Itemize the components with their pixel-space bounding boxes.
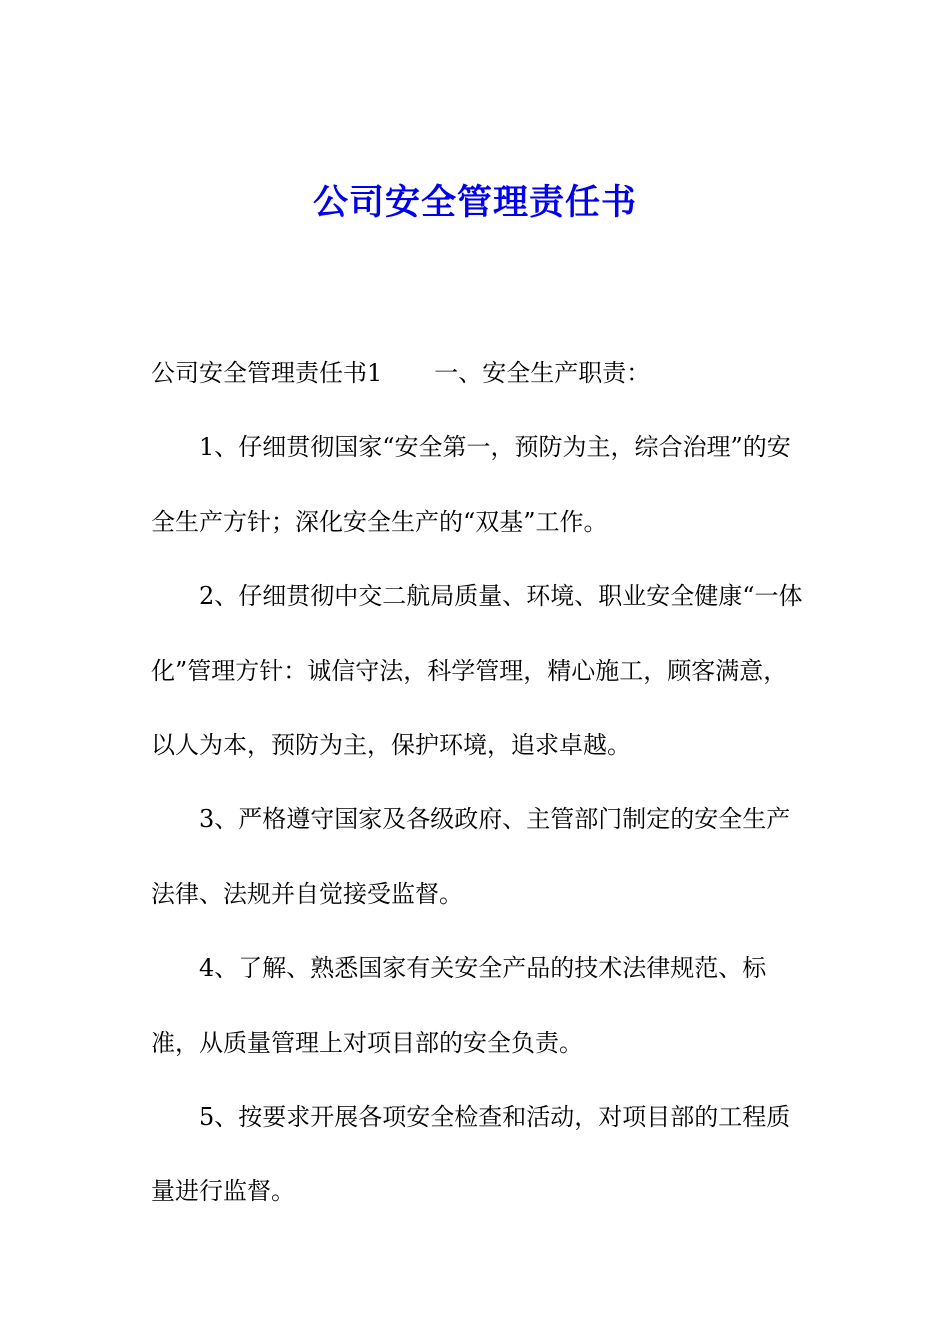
document-title: 公司安全管理责任书: [312, 182, 637, 223]
paragraph-5: 5、按要求开展各项安全检查和活动，对项目部的工程质量进行监督。: [151, 1103, 791, 1206]
paragraph-4: 4、了解、熟悉国家有关安全产品的技术法律规范、标准，从质量管理上对项目部的安全负责。: [151, 954, 767, 1057]
section-heading: 一、安全生产职责：: [434, 359, 651, 387]
intro-line: [151, 336, 803, 410]
paragraph-2: 2、仔细贯彻中交二航局质量、环境、职业安全健康“一体化”管理方针：诚信守法，科学管理，精心施工，顾客满意，以人为本，预防为主，保护环境，追求卓越。: [151, 582, 803, 760]
document-body: [151, 336, 803, 1229]
paragraph-3: 3、严格遵守国家及各级政府、主管部门制定的安全生产法律、法规并自觉接受监督。: [151, 805, 791, 908]
paragraph-1: 1、仔细贯彻国家“安全第一，预防为主，综合治理”的安全生产方针；深化安全生产的“双基”工作。: [151, 433, 791, 536]
intro-heading: 公司安全管理责任书1: [151, 359, 383, 387]
